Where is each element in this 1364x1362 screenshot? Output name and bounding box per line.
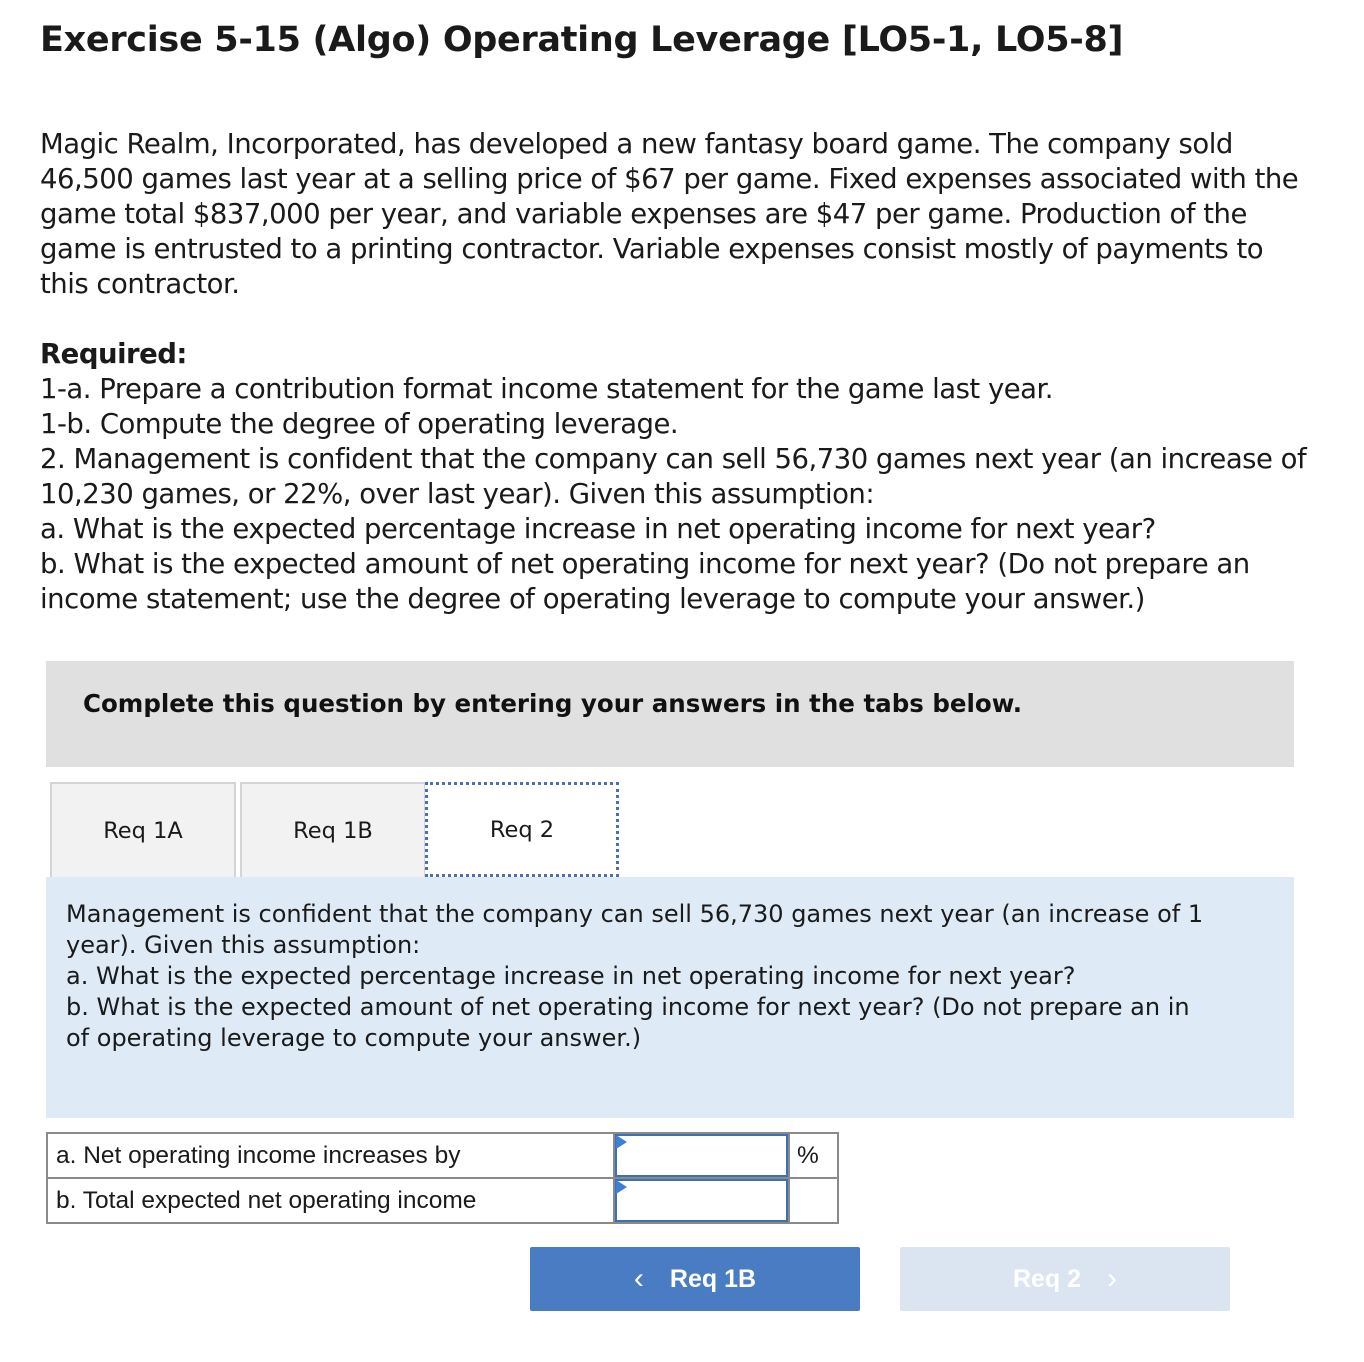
chevron-right-icon: › — [1107, 1262, 1118, 1295]
instructions-banner — [46, 661, 1294, 767]
question-line: year). Given this assumption: — [66, 931, 421, 959]
required-item: 2. Management is confident that the company can sell 56,730 games next year (an increase of 10,230 games, or 22%, over last year). Given this assumption: — [40, 443, 1307, 510]
prev-button-label: Req 1B — [669, 1264, 757, 1293]
question-line: b. What is the expected amount of net operating income for next year? (Do not prepare an in — [66, 993, 1190, 1021]
table-row — [47, 1133, 838, 1178]
page-title: Exercise 5-15 (Algo) Operating Leverage [LO5-1, LO5-8] — [40, 20, 1124, 60]
required-item: 1-a. Prepare a contribution format income statement for the game last year. — [40, 373, 1054, 405]
required-label: Required: — [40, 338, 187, 370]
net-operating-income-input[interactable] — [615, 1179, 788, 1222]
answer-label-income: b. Total expected net operating income — [47, 1178, 614, 1223]
prev-req-1b-button[interactable] — [530, 1247, 860, 1311]
answer-cell — [614, 1178, 789, 1223]
next-req-2-button[interactable] — [900, 1247, 1230, 1311]
tab-req-2[interactable]: Req 2 — [425, 782, 619, 877]
answer-label-percent: a. Net operating income increases by — [47, 1133, 614, 1178]
next-button-label: Req 2 — [1012, 1264, 1082, 1293]
chevron-left-icon: ‹ — [633, 1262, 644, 1295]
tab-req-1b[interactable]: Req 1B — [240, 782, 426, 877]
tab-req-1a[interactable]: Req 1A — [50, 782, 236, 877]
table-row — [47, 1178, 838, 1223]
required-item: b. What is the expected amount of net operating income for next year? (Do not prepare an income statement; use the degree of operating leverage to compute your answer.) — [40, 548, 1250, 615]
question-line: Management is confident that the company can sell 56,730 games next year (an increase of 1 — [66, 900, 1204, 928]
question-panel — [46, 877, 1294, 1118]
question-line: a. What is the expected percentage increase in net operating income for next year? — [66, 962, 1076, 990]
question-text — [66, 899, 1294, 1054]
required-item: 1-b. Compute the degree of operating leverage. — [40, 408, 679, 440]
income-unit — [789, 1178, 838, 1223]
required-section — [40, 337, 1320, 617]
question-line: of operating leverage to compute your answer.) — [66, 1024, 642, 1052]
answer-table — [46, 1132, 839, 1224]
percent-increase-input[interactable] — [615, 1134, 788, 1177]
answer-cell — [614, 1133, 789, 1178]
percent-unit: % — [789, 1133, 838, 1178]
problem-description: Magic Realm, Incorporated, has developed a new fantasy board game. The company sold 46,500 games last year at a selling price of $67 per game. Fixed expenses associated with the game total $837,000 per year, and variable expenses are $47 per game. Production of the game is entrusted to a printing contractor. Variable expenses consist mostly of payments to this contractor. — [40, 128, 1299, 300]
instructions-text: Complete this question by entering your answers in the tabs below. — [83, 689, 1023, 718]
required-item: a. What is the expected percentage increase in net operating income for next year? — [40, 513, 1156, 545]
